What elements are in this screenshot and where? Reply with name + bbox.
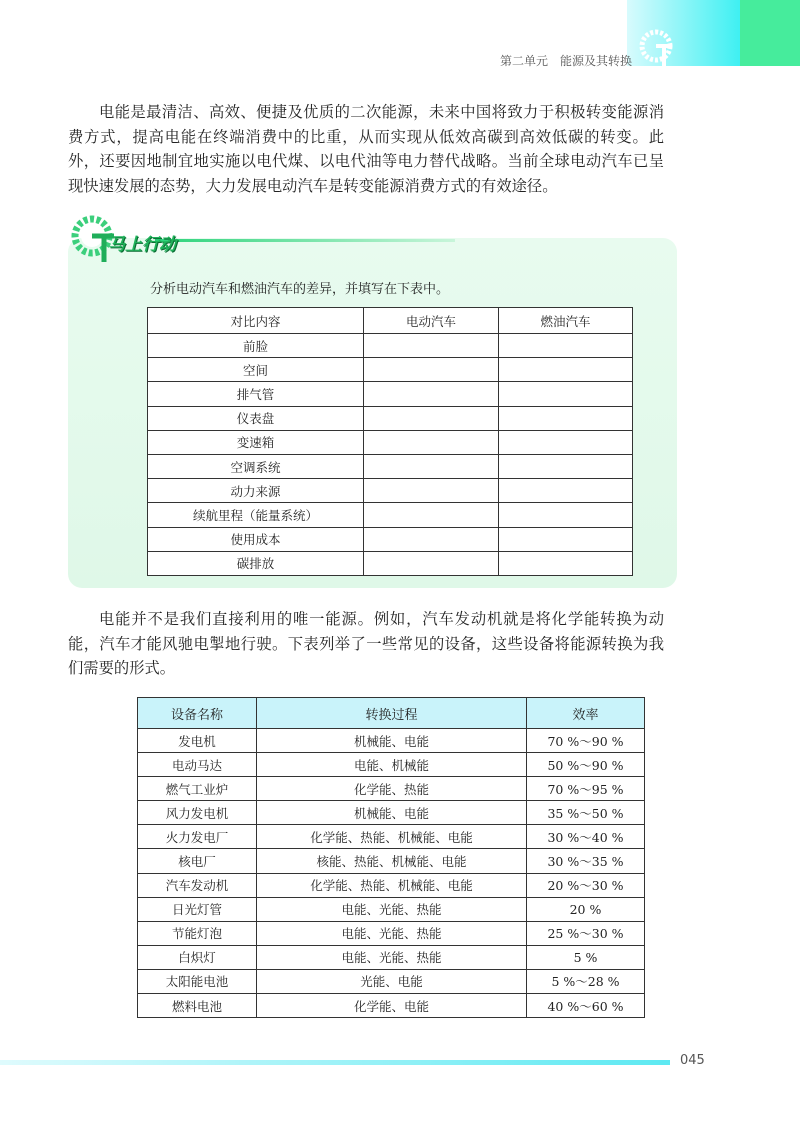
fill-in-cell[interactable] <box>364 551 499 575</box>
efficiency: 70 %～90 % <box>527 729 645 753</box>
fill-in-cell[interactable] <box>364 503 499 527</box>
efficiency: 25 %～30 % <box>527 921 645 945</box>
efficiency: 30 %～35 % <box>527 849 645 873</box>
fill-in-cell[interactable] <box>364 358 499 382</box>
action-title: 马上行动 <box>108 235 176 255</box>
row-label: 使用成本 <box>148 527 364 551</box>
conversion-process: 电能、光能、热能 <box>257 921 527 945</box>
efficiency: 20 %～30 % <box>527 873 645 897</box>
column-header: 效率 <box>527 698 645 729</box>
device-name: 火力发电厂 <box>138 825 257 849</box>
device-name: 节能灯泡 <box>138 921 257 945</box>
fill-in-cell[interactable] <box>499 358 633 382</box>
row-label: 空调系统 <box>148 454 364 478</box>
efficiency: 35 %～50 % <box>527 801 645 825</box>
row-label: 前脸 <box>148 334 364 358</box>
instruction-text: 分析电动汽车和燃油汽车的差异，并填写在下表中。 <box>150 282 450 297</box>
fill-in-cell[interactable] <box>499 479 633 503</box>
row-label: 排气管 <box>148 382 364 406</box>
table-row <box>138 945 645 969</box>
table-row <box>138 994 645 1018</box>
conversion-process: 化学能、热能、机械能、电能 <box>257 873 527 897</box>
table-row <box>138 969 645 993</box>
page-number: 045 <box>680 1053 705 1068</box>
table-row <box>148 479 633 503</box>
efficiency: 5 % <box>527 945 645 969</box>
table-row <box>148 334 633 358</box>
column-header: 燃油汽车 <box>499 308 633 334</box>
device-name: 电动马达 <box>138 753 257 777</box>
table-row <box>148 454 633 478</box>
device-name: 日光灯管 <box>138 897 257 921</box>
table-row <box>138 729 645 753</box>
device-name: 燃气工业炉 <box>138 777 257 801</box>
fill-in-cell[interactable] <box>499 334 633 358</box>
conversion-process: 核能、热能、机械能、电能 <box>257 849 527 873</box>
efficiency: 20 % <box>527 897 645 921</box>
device-name: 白炽灯 <box>138 945 257 969</box>
conversion-process: 机械能、电能 <box>257 729 527 753</box>
device-name: 风力发电机 <box>138 801 257 825</box>
table-row <box>148 503 633 527</box>
fill-in-cell[interactable] <box>499 503 633 527</box>
fill-in-cell[interactable] <box>499 406 633 430</box>
conversion-process: 光能、电能 <box>257 969 527 993</box>
table-row <box>148 358 633 382</box>
row-label: 动力来源 <box>148 479 364 503</box>
fill-in-cell[interactable] <box>364 406 499 430</box>
conversion-process: 化学能、电能 <box>257 994 527 1018</box>
gear-logo-icon <box>636 26 676 66</box>
fill-in-cell[interactable] <box>364 334 499 358</box>
fill-in-cell[interactable] <box>499 527 633 551</box>
body-paragraph: 电能并不是我们直接利用的唯一能源。例如，汽车发动机就是将化学能转换为动能，汽车才能风驰电掣地行驶。下表列举了一些常见的设备，这些设备将能源转换为我们需要的形式。 <box>68 610 664 677</box>
fill-in-cell[interactable] <box>364 454 499 478</box>
comparison-table <box>147 307 633 576</box>
intro-paragraph: 电能是最清洁、高效、便捷及优质的二次能源，未来中国将致力于积极转变能源消费方式，提高电能在终端消费中的比重，从而实现从低效高碳到高效低碳的转变。此外，还要因地制宜地实施以电代煤、以电代油等电力替代战略。当前全球电动汽车已呈现快速发展的态势，大力发展电动汽车是转变能源消费方式的有效途径。 <box>68 103 664 195</box>
fill-in-cell[interactable] <box>364 479 499 503</box>
device-name: 太阳能电池 <box>138 969 257 993</box>
efficiency: 30 %～40 % <box>527 825 645 849</box>
row-label: 空间 <box>148 358 364 382</box>
conversion-process: 电能、光能、热能 <box>257 897 527 921</box>
column-header: 设备名称 <box>138 698 257 729</box>
conversion-process: 电能、机械能 <box>257 753 527 777</box>
fill-in-cell[interactable] <box>364 382 499 406</box>
fill-in-cell[interactable] <box>499 430 633 454</box>
conversion-process: 化学能、热能、机械能、电能 <box>257 825 527 849</box>
table-row <box>138 825 645 849</box>
table-row <box>148 430 633 454</box>
corner-decoration-green <box>740 0 800 66</box>
column-header: 电动汽车 <box>364 308 499 334</box>
conversion-process: 机械能、电能 <box>257 801 527 825</box>
fill-in-cell[interactable] <box>499 551 633 575</box>
column-header: 对比内容 <box>148 308 364 334</box>
device-name: 汽车发动机 <box>138 873 257 897</box>
row-label: 续航里程（能量系统） <box>148 503 364 527</box>
table-row <box>138 897 645 921</box>
device-efficiency-table <box>137 697 645 1018</box>
table-row <box>148 406 633 430</box>
divider <box>155 239 455 242</box>
table-row <box>138 921 645 945</box>
column-header: 转换过程 <box>257 698 527 729</box>
table-row <box>148 527 633 551</box>
efficiency: 40 %～60 % <box>527 994 645 1018</box>
table-row <box>138 777 645 801</box>
table-row <box>148 551 633 575</box>
conversion-process: 电能、光能、热能 <box>257 945 527 969</box>
table-row <box>138 873 645 897</box>
efficiency: 50 %～90 % <box>527 753 645 777</box>
conversion-process: 化学能、热能 <box>257 777 527 801</box>
fill-in-cell[interactable] <box>499 382 633 406</box>
device-name: 核电厂 <box>138 849 257 873</box>
row-label: 变速箱 <box>148 430 364 454</box>
efficiency: 70 %～95 % <box>527 777 645 801</box>
efficiency: 5 %～28 % <box>527 969 645 993</box>
fill-in-cell[interactable] <box>364 527 499 551</box>
table-row <box>148 382 633 406</box>
device-name: 发电机 <box>138 729 257 753</box>
fill-in-cell[interactable] <box>364 430 499 454</box>
device-name: 燃料电池 <box>138 994 257 1018</box>
table-row <box>138 849 645 873</box>
footer-line <box>0 1060 670 1065</box>
table-row <box>138 753 645 777</box>
row-label: 碳排放 <box>148 551 364 575</box>
row-label: 仪表盘 <box>148 406 364 430</box>
table-row <box>138 801 645 825</box>
fill-in-cell[interactable] <box>499 454 633 478</box>
running-head: 第二单元 能源及其转换 <box>500 54 633 68</box>
